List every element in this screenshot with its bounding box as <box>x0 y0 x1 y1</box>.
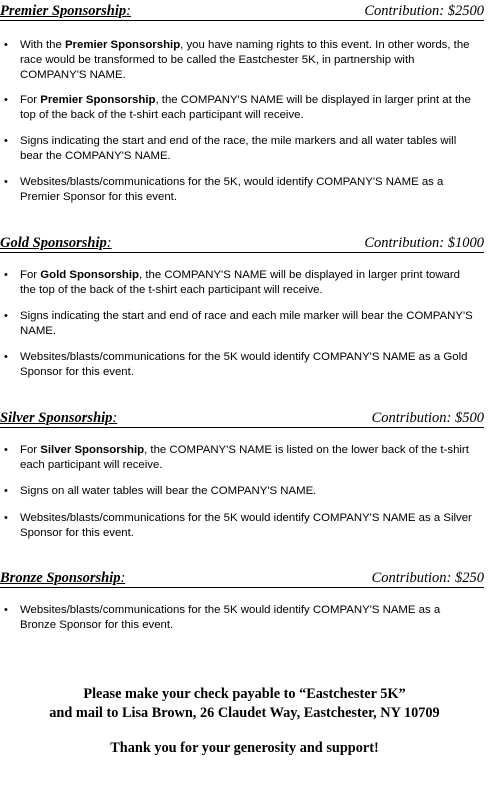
closing-mail-address: and mail to Lisa Brown, 26 Claudet Way, Eastchester, NY 10709 <box>49 705 440 721</box>
tier-name <box>0 570 125 586</box>
tier-name <box>0 3 131 19</box>
contribution-amount: Contribution: $500 <box>371 410 484 426</box>
bullet-text-bold: Silver Sponsorship <box>40 444 145 456</box>
contribution-amount: Contribution: $250 <box>371 570 484 586</box>
list-item <box>0 268 484 298</box>
premier-sponsorship-header <box>0 0 484 21</box>
tier-name-label: Bronze Sponsorship <box>0 570 121 586</box>
list-item <box>0 484 484 499</box>
contribution-amount: Contribution: $2500 <box>364 3 484 19</box>
contribution-amount: Contribution: $1000 <box>364 235 484 251</box>
tier-header-row <box>0 0 484 21</box>
bullet-text: Websites/blasts/communications for the 5K would identify COMPANY'S NAME as a Gold Sponsor for this event. <box>20 351 468 378</box>
bullet-icon: • <box>4 351 8 363</box>
list-item <box>0 93 484 123</box>
bullet-icon: • <box>4 444 8 456</box>
tier-name-label: Gold Sponsorship <box>0 235 107 251</box>
bullet-icon: • <box>4 512 8 524</box>
bullet-text-bold: Gold Sponsorship <box>40 269 139 281</box>
bullet-text-bold: Premier Sponsorship <box>64 39 181 51</box>
list-item <box>0 603 484 633</box>
bullet-text: Signs indicating the start and end of race and each mile marker will bear the COMPANY'S NAME. <box>20 310 473 337</box>
list-item <box>0 175 484 205</box>
bullet-icon: • <box>4 94 8 106</box>
tier-name <box>0 235 112 251</box>
bullet-text: Websites/blasts/communications for the 5K, would identify COMPANY'S NAME as a Premier Sponsor for this event. <box>20 176 444 203</box>
list-item <box>0 134 484 164</box>
bullet-icon: • <box>4 39 8 51</box>
list-item <box>0 38 484 83</box>
bronze-sponsorship-header <box>0 567 484 588</box>
bullet-icon: • <box>4 135 8 147</box>
bullet-icon: • <box>4 176 8 188</box>
bullet-icon: • <box>4 485 8 497</box>
tier-name-colon: : <box>120 570 126 586</box>
closing-payable-line: Please make your check payable to “Eastchester 5K” <box>83 686 406 702</box>
tier-header-row <box>0 232 484 253</box>
list-item <box>0 443 484 473</box>
bullet-icon: • <box>4 604 8 616</box>
closing-thank-you: Thank you for your generosity and support! <box>110 740 379 756</box>
tier-name-label: Silver Sponsorship <box>0 410 113 426</box>
bullet-icon: • <box>4 269 8 281</box>
tier-header-row <box>0 407 484 428</box>
gold-sponsorship-header <box>0 232 484 253</box>
bullet-text: , you have naming rights to this event. In other words, the race would be transformed to be called the Eastchester 5K, in partnership with COMPANY'S NAME. <box>20 39 470 81</box>
list-item <box>0 350 484 380</box>
bullet-text-pre: For <box>20 444 41 456</box>
bullet-text: , the COMPANY'S NAME is listed on the lower back of the t-shirt each participant will receive. <box>20 444 469 471</box>
bullet-text: Websites/blasts/communications for the 5K would identify COMPANY'S NAME as a Silver Sponsor for this event. <box>20 512 472 539</box>
bullet-text-pre: For <box>20 269 41 281</box>
tier-name-colon: : <box>112 410 118 426</box>
tier-header-row <box>0 567 484 588</box>
bullet-text: Websites/blasts/communications for the 5K would identify COMPANY'S NAME as a Bronze Sponsor for this event. <box>20 604 441 631</box>
list-item <box>0 511 484 541</box>
tier-name-colon: : <box>106 235 112 251</box>
bullet-text: Signs on all water tables will bear the COMPANY'S NAME. <box>20 485 317 497</box>
bullet-text: , the COMPANY'S NAME will be displayed in larger print at the top of the back of the t-shirt each participant will receive. <box>20 94 471 121</box>
bullet-text-pre: For <box>20 94 41 106</box>
tier-name-label: Premier Sponsorship <box>0 3 127 19</box>
tier-name-colon: : <box>126 3 131 19</box>
bullet-text: , the COMPANY'S NAME will be displayed in larger print toward the top of the back of the t-shirt each participant will receive. <box>20 269 461 296</box>
bullet-text-bold: Premier Sponsorship <box>40 94 156 106</box>
list-item <box>0 309 484 339</box>
bullet-icon: • <box>4 310 8 322</box>
bullet-text: Signs indicating the start and end of the race, the mile markers and all water tables will bear the COMPANY'S NAME. <box>20 135 457 162</box>
tier-name <box>0 410 117 426</box>
bullet-text-pre: With the <box>20 39 65 51</box>
silver-sponsorship-header <box>0 407 484 428</box>
